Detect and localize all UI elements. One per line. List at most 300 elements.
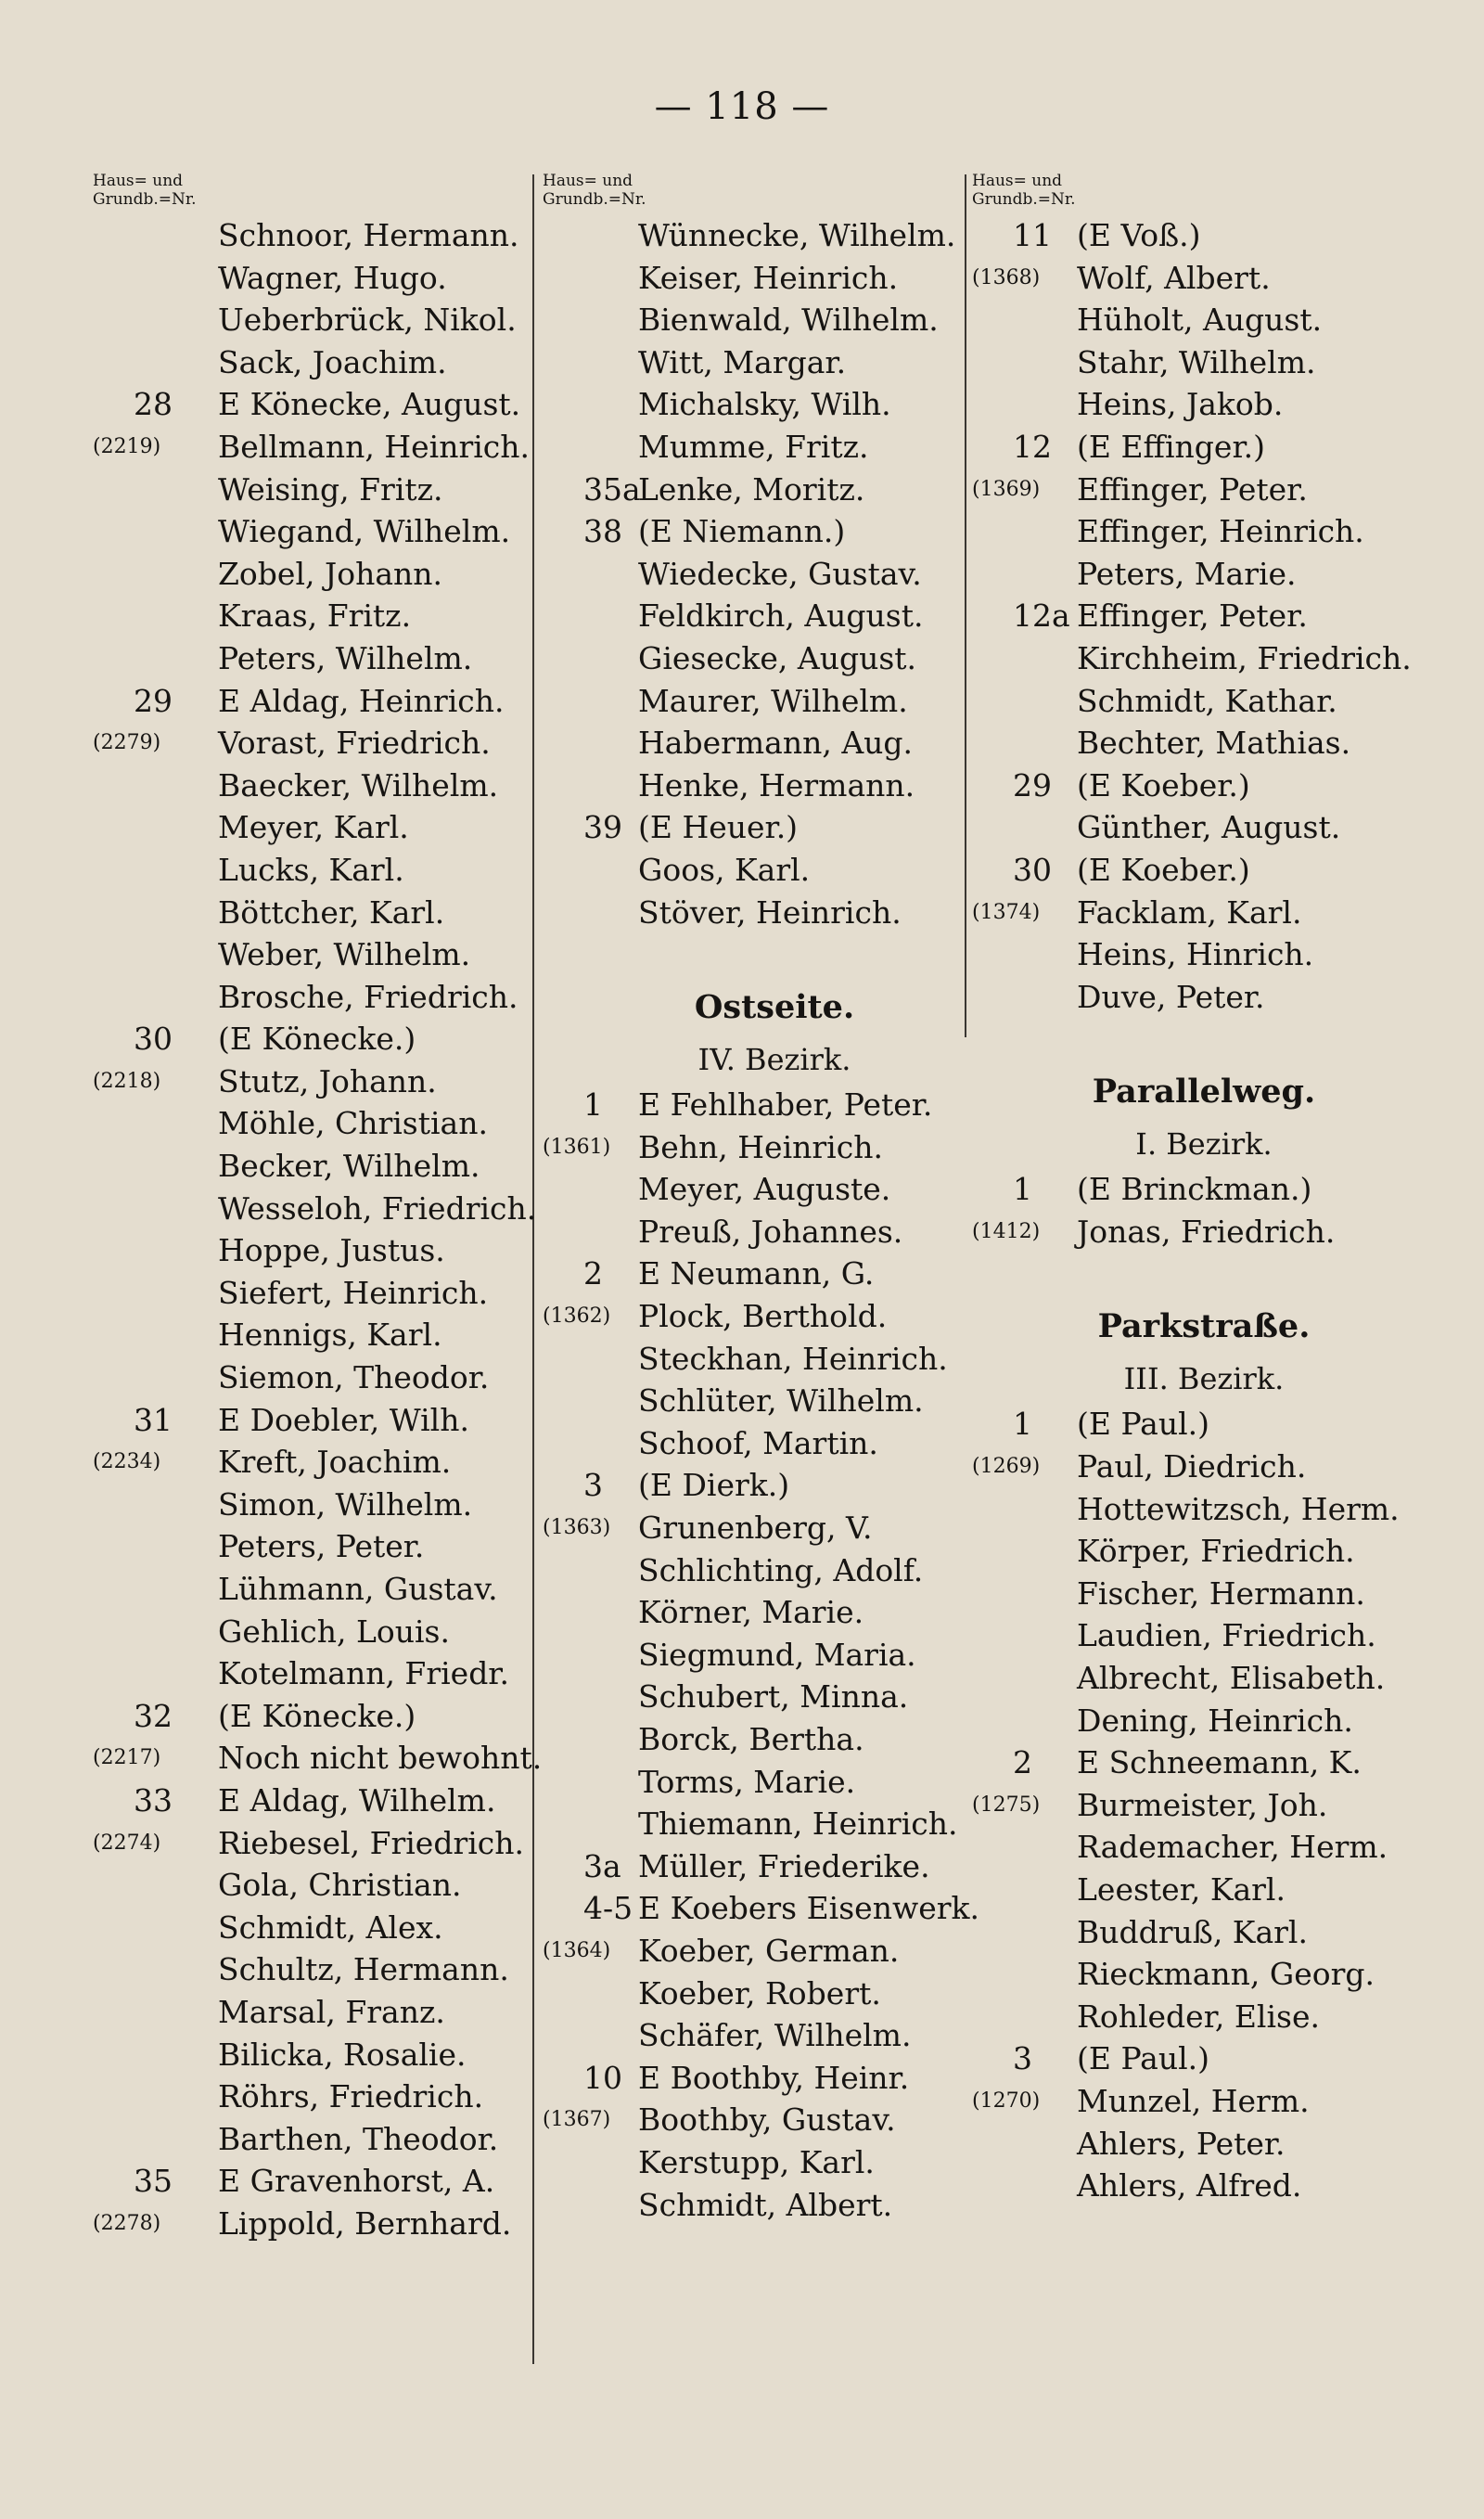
list-item xyxy=(93,2034,612,2076)
list-item xyxy=(93,1484,612,1526)
resident-name: Hottewitzsch, Herm. xyxy=(1077,1490,1400,1527)
list-item xyxy=(93,933,612,976)
resident-name: Röhrs, Friedrich. xyxy=(218,2078,484,2115)
resident-name: Feldkirch, August. xyxy=(638,598,924,635)
resident-name: (E Koeber.) xyxy=(1077,851,1250,888)
list-item xyxy=(972,1446,1436,1488)
list-item xyxy=(93,1060,612,1103)
house-number: 33 xyxy=(134,1781,173,1819)
list-item xyxy=(543,2057,1006,2100)
resident-name: Meyer, Auguste. xyxy=(638,1171,891,1208)
resident-name: Heins, Jakob. xyxy=(1077,386,1284,423)
resident-name: Böttcher, Karl. xyxy=(218,893,445,931)
resident-name: Wünnecke, Wilhelm. xyxy=(638,217,956,253)
resident-name: Weising, Fritz. xyxy=(218,470,443,508)
list-item xyxy=(543,1507,1006,1549)
resident-name: Jonas, Friedrich. xyxy=(1077,1213,1336,1250)
list-item xyxy=(543,1761,1006,1804)
resident-name: Henke, Hermann. xyxy=(638,766,915,803)
list-item xyxy=(93,1780,612,1822)
list-item xyxy=(93,1145,612,1188)
resident-name: Körper, Friedrich. xyxy=(1077,1533,1355,1570)
list-item xyxy=(543,469,1006,511)
resident-name: (E Könecke.) xyxy=(218,1697,416,1734)
resident-name: Stutz, Johann. xyxy=(218,1062,437,1099)
resident-name: Barthen, Theodor. xyxy=(218,2120,499,2157)
list-item xyxy=(93,1399,612,1442)
list-item xyxy=(972,595,1436,637)
house-number: (2218) xyxy=(93,1069,161,1093)
house-number: 4-5 xyxy=(583,1890,633,1927)
list-item xyxy=(972,1614,1436,1657)
house-number: (1362) xyxy=(543,1304,611,1329)
house-number: 10 xyxy=(583,2059,622,2096)
house-number: 12a xyxy=(1013,598,1070,635)
resident-name: Schlichting, Adolf. xyxy=(638,1551,924,1588)
list-item xyxy=(93,2118,612,2161)
resident-name: Bienwald, Wilhelm. xyxy=(638,302,939,339)
resident-name: (E Effinger.) xyxy=(1077,428,1265,465)
list-item xyxy=(543,214,1006,257)
house-number: 29 xyxy=(1013,766,1052,803)
list-item xyxy=(972,1996,1436,2038)
house-number: 29 xyxy=(134,682,173,719)
list-item xyxy=(972,510,1436,553)
list-item xyxy=(972,637,1436,680)
resident-name: Schoof, Martin. xyxy=(638,1424,878,1461)
list-item xyxy=(972,299,1436,341)
resident-name: Grunenberg, V. xyxy=(638,1510,873,1547)
house-number: 32 xyxy=(134,1697,173,1734)
list-item xyxy=(93,1652,612,1695)
resident-name: Rademacher, Herm. xyxy=(1077,1829,1388,1866)
house-number: 38 xyxy=(583,513,622,550)
list-item xyxy=(972,680,1436,723)
list-item xyxy=(543,1676,1006,1718)
resident-name: Riebesel, Friedrich. xyxy=(218,1824,525,1861)
list-item xyxy=(93,2160,612,2203)
resident-name: Vorast, Friedrich. xyxy=(218,725,491,762)
resident-name: (E Koeber.) xyxy=(1077,766,1250,803)
resident-name: Schmidt, Albert. xyxy=(638,2186,893,2223)
house-number: (1368) xyxy=(972,265,1041,289)
resident-name: Bilicka, Rosalie. xyxy=(218,2036,467,2073)
list-item xyxy=(93,1102,612,1145)
list-item xyxy=(93,892,612,934)
resident-name: Lenke, Moritz. xyxy=(638,470,865,508)
resident-name: Effinger, Peter. xyxy=(1077,598,1308,635)
house-number: 39 xyxy=(583,809,622,846)
house-number: (1275) xyxy=(972,1793,1041,1817)
list-item xyxy=(543,680,1006,723)
list-item xyxy=(972,469,1436,511)
list-item xyxy=(543,849,1006,892)
list-item xyxy=(972,849,1436,892)
resident-name: Kotelmann, Friedr. xyxy=(218,1655,509,1692)
house-number: (2219) xyxy=(93,434,161,458)
list-item xyxy=(93,680,612,723)
list-item xyxy=(543,722,1006,765)
resident-name: Plock, Berthold. xyxy=(638,1298,888,1335)
list-item xyxy=(93,1018,612,1060)
list-item xyxy=(93,1864,612,1907)
list-item xyxy=(543,1464,1006,1507)
resident-name: E Fehlhaber, Peter. xyxy=(638,1086,933,1124)
resident-name: Schlüter, Wilhelm. xyxy=(638,1382,924,1420)
resident-name: Borck, Bertha. xyxy=(638,1721,864,1757)
resident-name: Facklam, Karl. xyxy=(1077,893,1302,931)
resident-name: Keiser, Heinrich. xyxy=(638,259,899,296)
resident-name: E Neumann, G. xyxy=(638,1255,875,1292)
resident-name: Becker, Wilhelm. xyxy=(218,1148,480,1185)
resident-name: Mumme, Fritz. xyxy=(638,428,869,465)
house-number: 3a xyxy=(583,1847,621,1884)
list-item xyxy=(972,765,1436,807)
list-item xyxy=(543,892,1006,934)
list-item xyxy=(972,892,1436,934)
list-item xyxy=(972,1953,1436,1996)
list-item xyxy=(543,2014,1006,2057)
section-heading: Parkstraße. xyxy=(1097,1307,1311,1346)
resident-name: Maurer, Wilhelm. xyxy=(638,682,908,719)
resident-name: E Gravenhorst, A. xyxy=(218,2163,495,2200)
list-item xyxy=(93,1695,612,1738)
list-item xyxy=(972,722,1436,765)
resident-name: Siemon, Theodor. xyxy=(218,1359,490,1396)
resident-name: Boothby, Gustav. xyxy=(638,2101,896,2139)
column-1 xyxy=(93,172,612,2245)
resident-name: Effinger, Peter. xyxy=(1077,470,1308,508)
resident-name: Lucks, Karl. xyxy=(218,851,404,888)
list-item xyxy=(543,341,1006,384)
resident-name: Habermann, Aug. xyxy=(638,725,914,762)
resident-name: Buddruß, Karl. xyxy=(1077,1913,1308,1950)
list-item xyxy=(972,1784,1436,1827)
house-number: (1374) xyxy=(972,900,1041,924)
resident-name: Wagner, Hugo. xyxy=(218,259,447,296)
list-item xyxy=(543,426,1006,469)
resident-name: Fischer, Hermann. xyxy=(1077,1574,1365,1612)
resident-name: Bechter, Mathias. xyxy=(1077,725,1351,762)
house-number: (2217) xyxy=(93,1746,161,1770)
list-item xyxy=(93,299,612,341)
resident-name: Laudien, Friedrich. xyxy=(1077,1617,1376,1654)
list-item xyxy=(972,1741,1436,1784)
resident-name: Hennigs, Karl. xyxy=(218,1317,442,1354)
resident-name: Kreft, Joachim. xyxy=(218,1444,452,1481)
resident-name: Rohleder, Elise. xyxy=(1077,1998,1320,2035)
resident-name: Heins, Hinrich. xyxy=(1077,936,1314,973)
column-2 xyxy=(543,172,1006,2226)
house-number: (1367) xyxy=(543,2108,611,2132)
house-number: (1364) xyxy=(543,1938,611,1962)
resident-name: Thiemann, Heinrich. xyxy=(638,1806,958,1843)
house-number: (1269) xyxy=(972,1455,1041,1479)
list-item xyxy=(543,765,1006,807)
list-item xyxy=(93,722,612,765)
resident-name: Simon, Wilhelm. xyxy=(218,1485,473,1523)
house-number: 3 xyxy=(583,1467,603,1504)
resident-name: Effinger, Heinrich. xyxy=(1077,513,1364,550)
column-3 xyxy=(972,172,1436,2207)
house-number: 30 xyxy=(1013,851,1052,888)
house-number: (1412) xyxy=(972,1219,1041,1243)
resident-name: Dening, Heinrich. xyxy=(1077,1702,1353,1739)
resident-name: (E Heuer.) xyxy=(638,809,799,846)
resident-name: Marsal, Franz. xyxy=(218,1993,445,2030)
list-item xyxy=(543,637,1006,680)
resident-name: (E Paul.) xyxy=(1077,1406,1210,1443)
resident-name: Goos, Karl. xyxy=(638,851,811,888)
list-item xyxy=(972,1657,1436,1700)
list-item xyxy=(972,426,1436,469)
column-header: Haus= und Grundb.=Nr. xyxy=(93,172,197,209)
resident-name: Schmidt, Kathar. xyxy=(1077,682,1337,719)
list-item xyxy=(93,1822,612,1865)
section-subheading: III. Bezirk. xyxy=(1123,1361,1285,1397)
list-item xyxy=(93,1356,612,1399)
resident-name: Koeber, Robert. xyxy=(638,1974,881,2011)
list-item xyxy=(543,1634,1006,1677)
house-number: (2274) xyxy=(93,1831,161,1855)
list-item xyxy=(543,1338,1006,1381)
list-item xyxy=(93,1948,612,1991)
list-item xyxy=(972,1911,1436,1954)
list-item xyxy=(972,383,1436,426)
resident-name: (E Niemann.) xyxy=(638,513,846,550)
resident-name: Michalsky, Wilh. xyxy=(638,386,891,423)
list-item xyxy=(972,806,1436,849)
resident-name: Witt, Margar. xyxy=(638,343,847,380)
resident-name: Ueberbrück, Nikol. xyxy=(218,302,517,339)
list-item xyxy=(543,299,1006,341)
resident-name: E Boothby, Heinr. xyxy=(638,2059,910,2096)
resident-name: (E Brinckman.) xyxy=(1077,1171,1312,1208)
list-item xyxy=(972,257,1436,300)
resident-name: Wesseloh, Friedrich. xyxy=(218,1189,537,1227)
resident-name: Siefert, Heinrich. xyxy=(218,1274,489,1311)
resident-name: Hoppe, Justus. xyxy=(218,1232,445,1269)
list-item xyxy=(543,595,1006,637)
section-heading: Parallelweg. xyxy=(1092,1073,1316,1112)
list-item xyxy=(972,933,1436,976)
list-item xyxy=(93,1991,612,2034)
list-item xyxy=(543,1803,1006,1845)
house-number: (1270) xyxy=(972,2088,1041,2113)
list-item xyxy=(972,2037,1436,2080)
resident-name: Schmidt, Alex. xyxy=(218,1909,443,1946)
house-number: 1 xyxy=(1013,1406,1032,1443)
resident-name: Albrecht, Elisabeth. xyxy=(1077,1660,1386,1697)
house-number: 3 xyxy=(1013,2040,1032,2077)
resident-name: Brosche, Friedrich. xyxy=(218,978,518,1015)
house-number: 2 xyxy=(583,1255,603,1292)
list-item xyxy=(93,1314,612,1356)
list-item xyxy=(93,257,612,300)
resident-name: Stöver, Heinrich. xyxy=(638,893,902,931)
list-item xyxy=(93,510,612,553)
list-item xyxy=(543,1168,1006,1211)
resident-name: Lippold, Bernhard. xyxy=(218,2204,512,2242)
list-item xyxy=(543,2099,1006,2141)
list-item xyxy=(93,2203,612,2245)
resident-name: Hüholt, August. xyxy=(1077,302,1323,339)
resident-name: Wiegand, Wilhelm. xyxy=(218,513,511,550)
list-item xyxy=(972,2165,1436,2207)
list-item xyxy=(972,1700,1436,1742)
house-number: 11 xyxy=(1013,217,1052,253)
resident-name: Leester, Karl. xyxy=(1077,1871,1286,1908)
list-item xyxy=(93,1737,612,1780)
list-item xyxy=(543,383,1006,426)
section-heading: Ostseite. xyxy=(694,988,855,1027)
resident-name: Kraas, Fritz. xyxy=(218,598,412,635)
list-item xyxy=(93,976,612,1019)
list-item xyxy=(972,1826,1436,1869)
list-item xyxy=(543,2141,1006,2184)
list-item xyxy=(543,1084,1006,1126)
list-item xyxy=(543,2184,1006,2227)
resident-name: Wolf, Albert. xyxy=(1077,259,1271,296)
resident-name: Rieckmann, Georg. xyxy=(1077,1956,1375,1993)
resident-name: Bellmann, Heinrich. xyxy=(218,428,531,465)
list-item xyxy=(543,1253,1006,1295)
resident-name: Torms, Marie. xyxy=(638,1763,856,1800)
list-item xyxy=(543,1887,1006,1930)
resident-name: Schubert, Minna. xyxy=(638,1678,909,1716)
list-item xyxy=(93,1229,612,1272)
list-item xyxy=(543,1295,1006,1338)
list-item xyxy=(972,1488,1436,1531)
list-item xyxy=(543,1718,1006,1761)
resident-name: Siegmund, Maria. xyxy=(638,1636,916,1673)
list-item xyxy=(93,1907,612,1949)
resident-name: Gola, Christian. xyxy=(218,1867,462,1904)
resident-name: Peters, Marie. xyxy=(1077,555,1297,592)
resident-name: Stahr, Wilhelm. xyxy=(1077,343,1316,380)
list-item xyxy=(543,1930,1006,1973)
list-item xyxy=(543,1126,1006,1169)
resident-name: Koeber, German. xyxy=(638,1932,900,1969)
list-item xyxy=(93,1525,612,1568)
list-item xyxy=(93,383,612,426)
house-number: 30 xyxy=(134,1021,173,1058)
resident-name: Möhle, Christian. xyxy=(218,1105,488,1142)
list-item xyxy=(93,341,612,384)
list-item xyxy=(972,1869,1436,1911)
house-number: 35 xyxy=(134,2163,173,2200)
house-number: 12 xyxy=(1013,428,1052,465)
resident-name: Preuß, Johannes. xyxy=(638,1213,903,1250)
resident-name: Lühmann, Gustav. xyxy=(218,1571,498,1607)
list-item xyxy=(972,214,1436,257)
resident-name: Schultz, Hermann. xyxy=(218,1951,509,1988)
resident-name: Peters, Wilhelm. xyxy=(218,639,473,676)
section-subheading: I. Bezirk. xyxy=(1135,1126,1273,1163)
list-item xyxy=(972,2080,1436,2123)
column-header: Haus= und Grundb.=Nr. xyxy=(543,172,646,209)
list-item xyxy=(543,1380,1006,1422)
section-subheading: IV. Bezirk. xyxy=(697,1042,851,1078)
resident-name: E Aldag, Heinrich. xyxy=(218,682,505,719)
resident-name: Kirchheim, Friedrich. xyxy=(1077,639,1412,676)
resident-name: Sack, Joachim. xyxy=(218,343,447,380)
list-item xyxy=(543,1422,1006,1465)
house-number: 2 xyxy=(1013,1744,1032,1781)
resident-name: Günther, August. xyxy=(1077,809,1341,846)
resident-name: Körner, Marie. xyxy=(638,1594,864,1631)
list-item xyxy=(93,2076,612,2118)
house-number: (1363) xyxy=(543,1516,611,1540)
resident-name: E Schneemann, K. xyxy=(1077,1744,1362,1781)
resident-name: E Doebler, Wilh. xyxy=(218,1401,469,1438)
list-item xyxy=(543,553,1006,596)
list-item xyxy=(93,595,612,637)
resident-name: (E Könecke.) xyxy=(218,1021,416,1058)
list-item xyxy=(93,765,612,807)
list-item xyxy=(93,469,612,511)
house-number: 35a xyxy=(583,470,641,508)
list-item xyxy=(93,553,612,596)
resident-name: Schnoor, Hermann. xyxy=(218,217,519,253)
resident-name: E Aldag, Wilhelm. xyxy=(218,1781,496,1819)
list-item xyxy=(972,2123,1436,2166)
list-item xyxy=(93,1568,612,1611)
resident-name: Munzel, Herm. xyxy=(1077,2082,1310,2119)
resident-name: Ahlers, Peter. xyxy=(1077,2125,1286,2162)
list-item xyxy=(543,1211,1006,1253)
resident-name: E Koebers Eisenwerk. xyxy=(638,1890,979,1927)
resident-name: (E Dierk.) xyxy=(638,1467,790,1504)
resident-name: Wiedecke, Gustav. xyxy=(638,555,922,592)
resident-name: Noch nicht bewohnt. xyxy=(218,1740,543,1777)
resident-name: Peters, Peter. xyxy=(218,1528,425,1565)
list-item xyxy=(93,1441,612,1484)
resident-name: Baecker, Wilhelm. xyxy=(218,766,499,803)
house-number: 28 xyxy=(134,386,173,423)
house-number: 1 xyxy=(583,1086,603,1124)
list-item xyxy=(93,1188,612,1230)
list-item xyxy=(93,426,612,469)
list-item xyxy=(93,1272,612,1315)
resident-name: Duve, Peter. xyxy=(1077,978,1265,1015)
list-item xyxy=(972,1211,1436,1253)
list-item xyxy=(972,1530,1436,1573)
house-number: (1361) xyxy=(543,1135,611,1159)
house-number: (2234) xyxy=(93,1450,161,1474)
list-item xyxy=(972,1573,1436,1615)
resident-name: Ahlers, Alfred. xyxy=(1077,2167,1302,2204)
resident-name: Meyer, Karl. xyxy=(218,809,409,846)
resident-name: (E Voß.) xyxy=(1077,217,1201,253)
page-number: — 118 — xyxy=(654,85,830,128)
resident-name: Giesecke, August. xyxy=(638,639,917,676)
list-item xyxy=(93,214,612,257)
list-item xyxy=(972,553,1436,596)
list-item xyxy=(543,1973,1006,2015)
resident-name: Behn, Heinrich. xyxy=(638,1128,883,1165)
resident-name: Zobel, Johann. xyxy=(218,555,443,592)
resident-name: Paul, Diedrich. xyxy=(1077,1448,1307,1485)
list-item xyxy=(972,1168,1436,1211)
list-item xyxy=(93,806,612,849)
resident-name: Kerstupp, Karl. xyxy=(638,2143,875,2180)
house-number: 31 xyxy=(134,1401,173,1438)
list-item xyxy=(543,510,1006,553)
house-number: (2278) xyxy=(93,2211,161,2235)
resident-name: Schäfer, Wilhelm. xyxy=(638,2017,912,2054)
column-header: Haus= und Grundb.=Nr. xyxy=(972,172,1076,209)
